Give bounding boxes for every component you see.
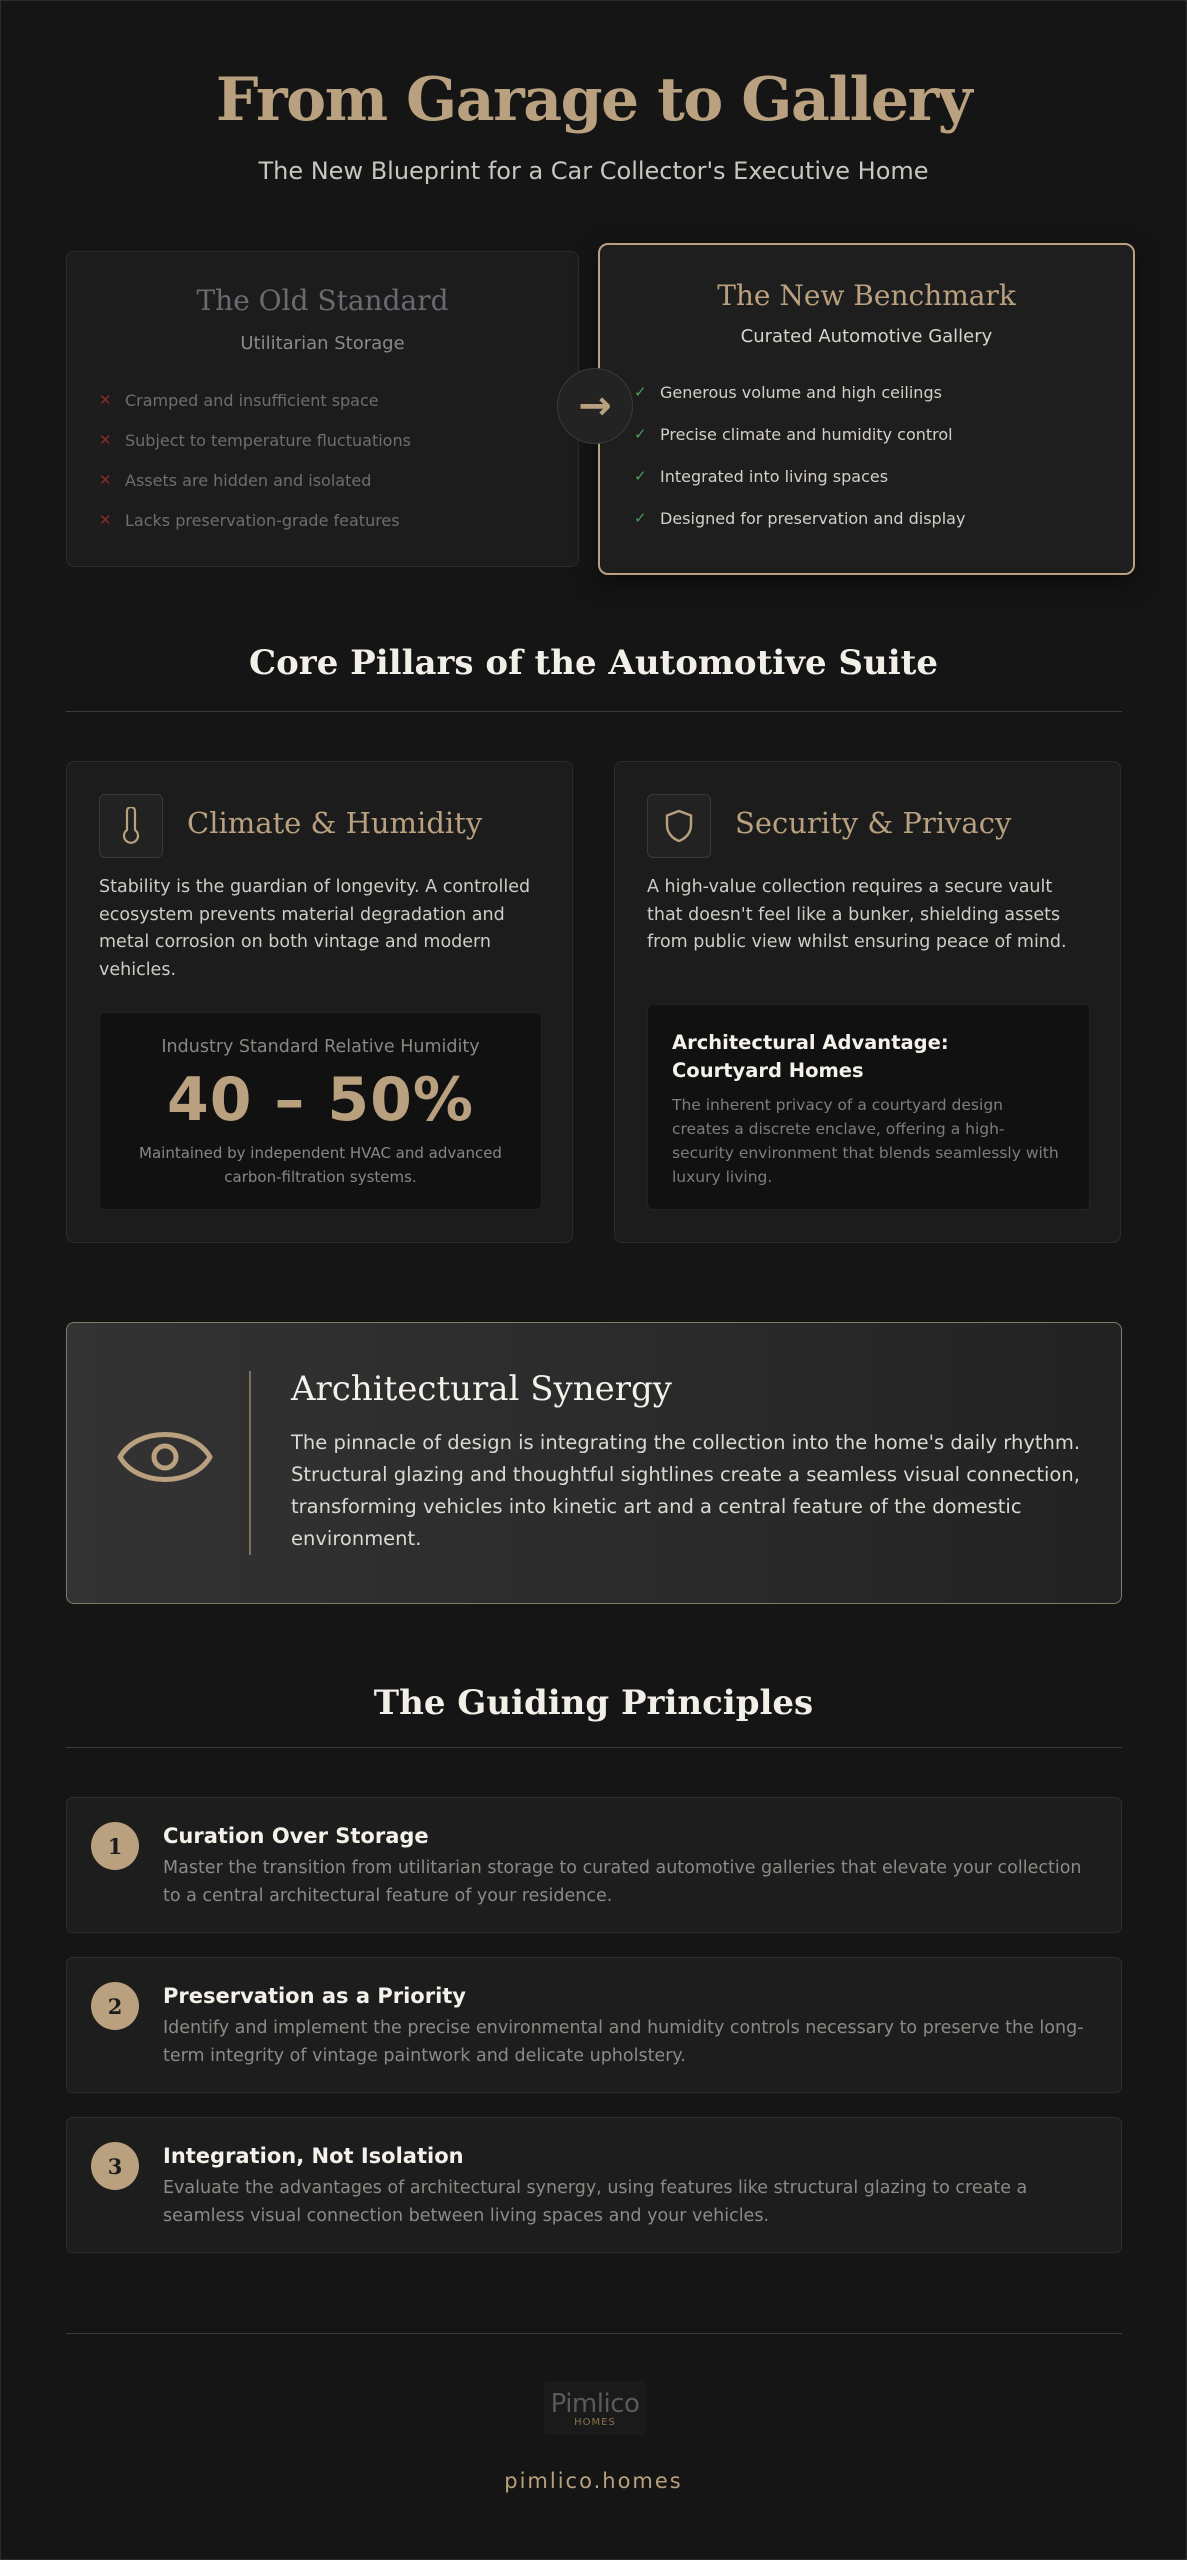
list-item xyxy=(99,420,578,460)
cross-icon: ✕ xyxy=(99,391,112,409)
page-title: From Garage to Gallery xyxy=(215,65,972,135)
list-item xyxy=(634,497,1133,539)
arrow-right-icon: → xyxy=(557,368,633,444)
number-badge: 2 xyxy=(91,1982,139,2030)
divider xyxy=(66,711,1122,712)
synergy-text: The pinnacle of design is integrating the collection into the home's daily rhythm. Structural glazing and thoughtful sightlines create a seamless visual connection, transforming vehicles into kinetic art and a central feature of the domestic environment. xyxy=(291,1431,1081,1550)
list-item-label: Lacks preservation-grade features xyxy=(125,510,400,530)
security-pillar-card xyxy=(614,761,1121,1243)
shield-icon xyxy=(647,794,711,858)
climate-pillar-card xyxy=(66,761,573,1243)
principle-text: Identify and implement the precise environmental and humidity controls necessary to preserve the long-term integrity of vintage paintwork and delicate upholstery. xyxy=(163,2018,1084,2066)
website-link[interactable]: pimlico.homes xyxy=(504,2469,683,2493)
principles-heading: The Guiding Principles xyxy=(373,1683,814,1723)
security-text: A high-value collection requires a secure vault that doesn't feel like a bunker, shielding assets from public view whilst ensuring peace of mind. xyxy=(647,877,1067,952)
courtyard-advantage-box xyxy=(647,1004,1090,1210)
cross-icon: ✕ xyxy=(99,511,112,529)
check-icon: ✓ xyxy=(634,425,647,443)
check-icon: ✓ xyxy=(634,383,647,401)
list-item xyxy=(99,500,578,540)
climate-title: Climate & Humidity xyxy=(187,806,483,840)
list-item xyxy=(634,455,1133,497)
check-icon: ✓ xyxy=(634,467,647,485)
cross-icon: ✕ xyxy=(99,471,112,489)
list-item xyxy=(634,413,1133,455)
list-item xyxy=(634,371,1133,413)
list-item-label: Generous volume and high ceilings xyxy=(660,382,942,402)
old-standard-subtitle: Utilitarian Storage xyxy=(240,333,405,354)
new-benchmark-subtitle: Curated Automotive Gallery xyxy=(740,326,993,347)
list-item-label: Cramped and insufficient space xyxy=(125,390,379,410)
divider xyxy=(66,1747,1122,1748)
divider xyxy=(249,1371,251,1555)
humidity-stat-box xyxy=(99,1012,542,1210)
principle-title: Preservation as a Priority xyxy=(163,1984,466,2008)
new-benchmark-list xyxy=(600,371,1133,539)
advantage-title: Architectural Advantage: Courtyard Homes xyxy=(672,1031,949,1082)
principle-title: Integration, Not Isolation xyxy=(163,2144,464,2168)
old-standard-title: The Old Standard xyxy=(196,284,449,317)
pimlico-logo xyxy=(544,2381,646,2435)
humidity-stat-note: Maintained by independent HVAC and advanced carbon-filtration systems. xyxy=(139,1144,502,1186)
list-item xyxy=(99,460,578,500)
principle-card xyxy=(66,1797,1122,1933)
thermometer-icon xyxy=(99,794,163,858)
eye-icon xyxy=(117,1417,213,1497)
list-item-label: Integrated into living spaces xyxy=(660,466,889,486)
number-badge: 3 xyxy=(91,2142,139,2190)
humidity-stat-label: Industry Standard Relative Humidity xyxy=(161,1037,480,1057)
climate-text: Stability is the guardian of longevity. A controlled ecosystem prevents material degradation and metal corrosion on both vintage and modern vehicles. xyxy=(99,877,531,980)
principle-text: Master the transition from utilitarian storage to curated automotive galleries that elevate your collection to a central architectural feature of your residence. xyxy=(163,1858,1082,1906)
number-badge: 1 xyxy=(91,1822,139,1870)
synergy-title: Architectural Synergy xyxy=(291,1369,672,1409)
list-item xyxy=(99,380,578,420)
logo-subtext: HOMES xyxy=(574,2417,616,2428)
logo-wordmark: Pimlico xyxy=(550,2389,640,2419)
synergy-card xyxy=(66,1322,1122,1604)
principle-card xyxy=(66,2117,1122,2253)
old-standard-card xyxy=(66,251,579,567)
principle-text: Evaluate the advantages of architectural synergy, using features like structural glazing to create a seamless visual connection between living spaces and your vehicles. xyxy=(163,2178,1028,2226)
old-standard-list xyxy=(67,380,578,540)
pillars-heading: Core Pillars of the Automotive Suite xyxy=(249,643,938,683)
principle-card xyxy=(66,1957,1122,2093)
new-benchmark-card xyxy=(598,243,1135,575)
cross-icon: ✕ xyxy=(99,431,112,449)
check-icon: ✓ xyxy=(634,509,647,527)
new-benchmark-title: The New Benchmark xyxy=(717,279,1016,312)
humidity-stat-value: 40 – 50% xyxy=(167,1065,474,1135)
principle-title: Curation Over Storage xyxy=(163,1824,429,1848)
page-subtitle: The New Blueprint for a Car Collector's Executive Home xyxy=(258,157,929,185)
list-item-label: Designed for preservation and display xyxy=(660,508,966,528)
list-item-label: Assets are hidden and isolated xyxy=(125,470,372,490)
advantage-text: The inherent privacy of a courtyard design creates a discrete enclave, offering a high-security environment that blends seamlessly with luxury living. xyxy=(672,1096,1059,1186)
list-item-label: Subject to temperature fluctuations xyxy=(125,430,411,450)
security-title: Security & Privacy xyxy=(735,806,1012,840)
list-item-label: Precise climate and humidity control xyxy=(660,424,953,444)
divider xyxy=(66,2333,1122,2334)
